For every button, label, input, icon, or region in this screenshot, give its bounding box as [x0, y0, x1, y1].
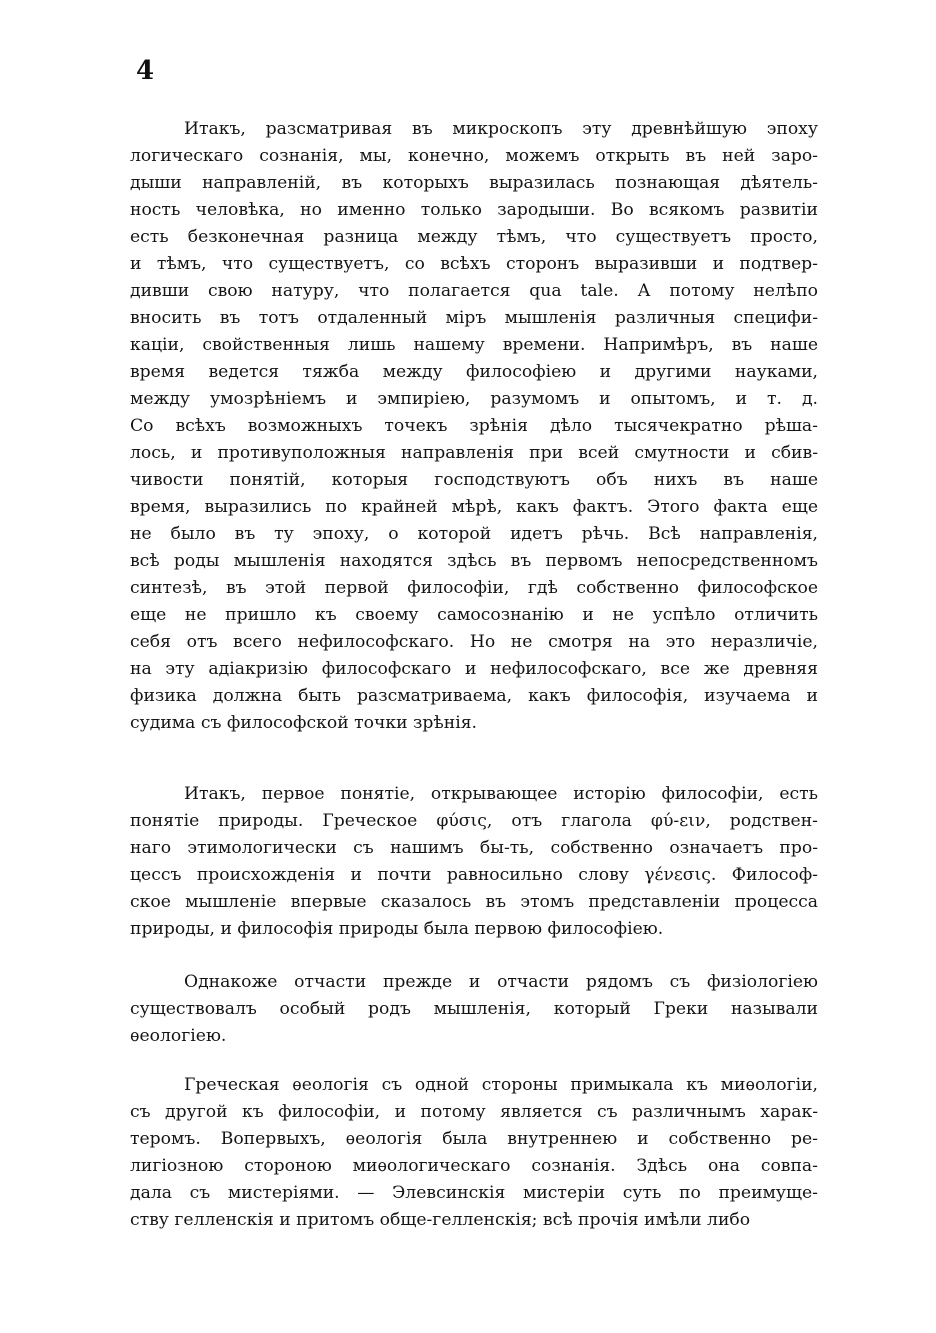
- paragraph-2: [130, 781, 818, 943]
- paragraph-4: [130, 1072, 818, 1234]
- text-line: физика должна быть разсматриваема, какъ философія, изучаема и: [130, 686, 818, 706]
- text-line: время ведется тяжба между философіею и другими науками,: [130, 362, 818, 382]
- text-line: дыши направленій, въ которыхъ выразилась познающая дѣятель-: [130, 173, 818, 193]
- text-line: вносить въ тотъ отдаленный міръ мышленія различныя специфи-: [130, 308, 818, 328]
- text-line: и тѣмъ, что существуетъ, со всѣхъ сторонъ выразивши и подтвер-: [130, 254, 818, 274]
- text-line: время, выразились по крайней мѣрѣ, какъ фактъ. Этого факта еще: [130, 497, 818, 517]
- text-line: лось, и противуположныя направленія при всей смутности и сбив-: [130, 443, 818, 463]
- paragraph-1: [130, 116, 818, 737]
- text-line: логическаго сознанія, мы, конечно, можемъ открыть въ ней заро-: [130, 146, 818, 166]
- text-line: ское мышленіе впервые сказалось въ этомъ представленіи процесса: [130, 892, 818, 912]
- paragraph-3: [130, 969, 818, 1050]
- text-line: ность человѣка, но именно только зародыши. Во всякомъ развитіи: [130, 200, 818, 220]
- text-line: Итакъ, разсматривая въ микроскопъ эту древнѣйшую эпоху: [184, 119, 818, 139]
- text-line: Греческая ѳеологія съ одной стороны примыкала къ миѳологіи,: [184, 1075, 818, 1095]
- text-line: есть безконечная разница между тѣмъ, что существуетъ просто,: [130, 227, 818, 247]
- page-number: 4: [136, 56, 155, 86]
- text-line: судима съ философской точки зрѣнія.: [130, 713, 477, 733]
- text-line: Итакъ, первое понятіе, открывающее исторію философіи, есть: [184, 784, 818, 804]
- text-line: съ другой къ философіи, и потому является съ различнымъ харак-: [130, 1102, 818, 1122]
- text-line: дала съ мистеріями. — Элевсинскія мистеріи суть по преимуще-: [130, 1183, 818, 1203]
- text-line: между умозрѣніемъ и эмпиріею, разумомъ и опытомъ, и т. д.: [130, 389, 818, 409]
- text-line: не было въ ту эпоху, о которой идетъ рѣчь. Всѣ направленія,: [130, 524, 818, 544]
- text-line: ѳеологіею.: [130, 1026, 227, 1046]
- text-line: существовалъ особый родъ мышленія, который Греки называли: [130, 999, 818, 1019]
- text-line: еще не пришло къ своему самосознанію и не успѣло отличить: [130, 605, 818, 625]
- text-line: всѣ роды мышленія находятся здѣсь въ первомъ непосредственномъ: [130, 551, 818, 571]
- text-line: цессъ происхожденія и почти равносильно слову γένεσις. Философ-: [130, 865, 818, 885]
- text-line: дивши свою натуру, что полагается qua tale. А потому нелѣпо: [130, 281, 818, 301]
- text-line: на эту адіакризію философскаго и нефилософскаго, все же древняя: [130, 659, 818, 679]
- text-line: наго этимологически съ нашимъ бы-ть, собственно означаетъ про-: [130, 838, 818, 858]
- text-line: синтезѣ, въ этой первой философіи, гдѣ собственно философское: [130, 578, 818, 598]
- text-line: Однакоже отчасти прежде и отчасти рядомъ съ физіологіею: [184, 972, 818, 992]
- text-line: лигіозною стороною миѳологическаго сознанія. Здѣсь она совпа-: [130, 1156, 818, 1176]
- text-line: природы, и философія природы была первою философіею.: [130, 919, 664, 939]
- text-line: Со всѣхъ возможныхъ точекъ зрѣнія дѣло тысячекратно рѣша-: [130, 416, 818, 436]
- text-line: теромъ. Вопервыхъ, ѳеологія была внутреннею и собственно ре-: [130, 1129, 818, 1149]
- text-line: себя отъ всего нефилософскаго. Но не смотря на это неразличіе,: [130, 632, 818, 652]
- text-line: ству гелленскія и притомъ обще-гелленскія; всѣ прочія имѣли либо: [130, 1210, 751, 1230]
- text-line: понятіе природы. Греческое φύσις, отъ глагола φύ-ειν, родствен-: [130, 811, 818, 831]
- text-line: каціи, свойственныя лишь нашему времени. Напримѣръ, въ наше: [130, 335, 818, 355]
- text-line: чивости понятій, которыя господствуютъ объ нихъ въ наше: [130, 470, 818, 490]
